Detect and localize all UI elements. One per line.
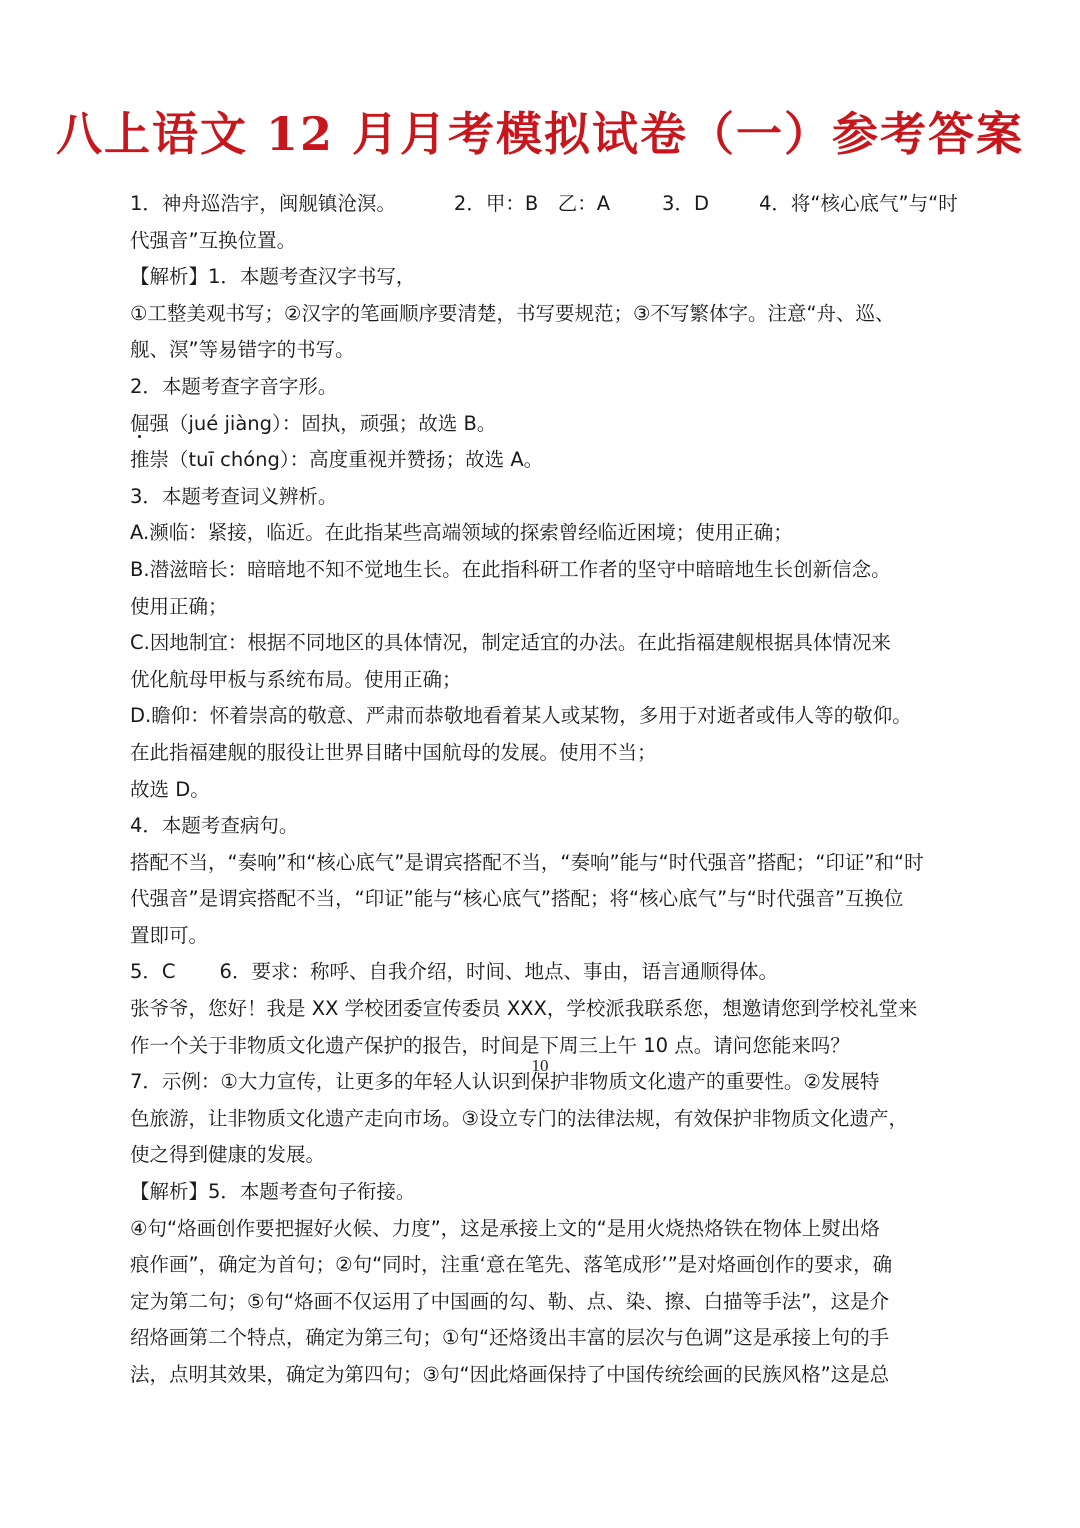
text-line xyxy=(130,406,980,443)
text-line: 代强音”互换位置。 xyxy=(130,228,297,252)
text-line: 作一个关于非物质文化遗产保护的报告，时间是下周三上午 10 点。请问您能来吗？ xyxy=(130,1033,850,1057)
text-line: 法，点明其效果，确定为第四句；③句“因此烙画保持了中国传统绘画的民族风格”这是总 xyxy=(130,1363,890,1386)
text-line: 搭配不当，“奏响”和“核心底气”是谓宾搭配不当，“奏响”能与“时代强音”搭配；“印证”和“时 xyxy=(130,850,924,874)
text-line: 置即可。 xyxy=(130,923,209,947)
page-number: 10 xyxy=(531,1056,549,1075)
answer-5: 5．C xyxy=(130,960,176,984)
page-title: 八上语文 12 月月考模拟试卷（一）参考答案 xyxy=(55,107,1025,161)
text-line: C.因地制宜：根据不同地区的具体情况，制定适宜的办法。在此指福建舰根据具体情况来 xyxy=(130,631,891,655)
text-line xyxy=(130,186,980,223)
analysis-heading: 【解析】1．本题考查汉字书写， xyxy=(130,265,416,289)
text-line: 痕作画”，确定为首句；②句“同时，注重‘意在笔先、落笔成形’”是对烙画创作的要求，确 xyxy=(130,1253,893,1277)
answer-3: 3．D xyxy=(662,192,709,215)
answer-6: 6．要求：称呼、自我介绍，时间、地点、事由，语言通顺得体。 xyxy=(219,960,778,984)
text-line: 在此指福建舰的服役让世界目睹中国航母的发展。使用不当； xyxy=(130,740,657,764)
answer-2: 2．甲：B 乙：A xyxy=(453,192,611,215)
analysis-heading: 【解析】5．本题考查句子衔接。 xyxy=(130,1180,416,1204)
answer-body xyxy=(130,186,980,1394)
text-line: 推崇（tuī chóng）：高度重视并赞扬；故选 A。 xyxy=(130,448,544,472)
text-line: 代强音”是谓宾搭配不当，“印证”能与“核心底气”搭配；将“核心底气”与“时代强音”互换位 xyxy=(130,887,904,911)
text-line: ①工整美观书写；②汉字的笔画顺序要清楚，书写要规范；③不写繁体字。注意“舟、巡、 xyxy=(130,301,895,325)
text-line: D.瞻仰：怀着崇高的敬意、严肃而恭敬地看着某人或某物，多用于对逝者或伟人等的敬仰。 xyxy=(130,704,912,728)
text-line: 张爷爷，您好！我是 XX 学校团委宣传委员 XXX，学校派我联系您，想邀请您到学校礼堂来 xyxy=(130,997,918,1021)
answer-4: 4．将“核心底气”与“时 xyxy=(758,192,958,215)
text-line: 7．示例：①大力宣传，让更多的年轻人认识到保护非物质文化遗产的重要性。②发展特 xyxy=(130,1070,880,1094)
text-line: 3．本题考查词义辨析。 xyxy=(130,484,338,508)
text-line: 绍烙画第二个特点，确定为第三句；①句“还烙烫出丰富的层次与色调”这是承接上句的手 xyxy=(130,1326,890,1350)
text-line: A.濒临：紧接，临近。在此指某些高端领域的探索曾经临近困境；使用正确； xyxy=(130,521,793,545)
text-line: 色旅游，让非物质文化遗产走向市场。③设立专门的法律法规，有效保护非物质文化遗产， xyxy=(130,1106,908,1130)
text-line: ④句“烙画创作要把握好火候、力度”，这是承接上文的“是用火烧热烙铁在物体上熨出烙 xyxy=(130,1216,880,1240)
emphasized-character: 倔 xyxy=(130,406,150,443)
text-line: 优化航母甲板与系统布局。使用正确； xyxy=(130,667,462,691)
text-line: 2．本题考查字音字形。 xyxy=(130,374,338,398)
text-line: 4．本题考查病句。 xyxy=(130,814,299,838)
text-line: 故选 D。 xyxy=(130,777,210,801)
text-line xyxy=(130,954,980,991)
answer-1: 1．神舟巡浩宇，闽舰镇沧溟。 xyxy=(130,192,396,215)
text-line: 舰、溟”等易错字的书写。 xyxy=(130,338,355,362)
text-segment: 强（jué jiàng）：固执，顽强；故选 B。 xyxy=(149,411,497,435)
text-line: 使用正确； xyxy=(130,594,228,618)
text-line: 使之得到健康的发展。 xyxy=(130,1143,326,1167)
text-line: 定为第二句；⑤句“烙画不仅运用了中国画的勾、勒、点、染、擦、白描等手法”，这是介 xyxy=(130,1289,890,1313)
text-line: B.潜滋暗长：暗暗地不知不觉地生长。在此指科研工作者的坚守中暗暗地生长创新信念。 xyxy=(130,557,891,581)
